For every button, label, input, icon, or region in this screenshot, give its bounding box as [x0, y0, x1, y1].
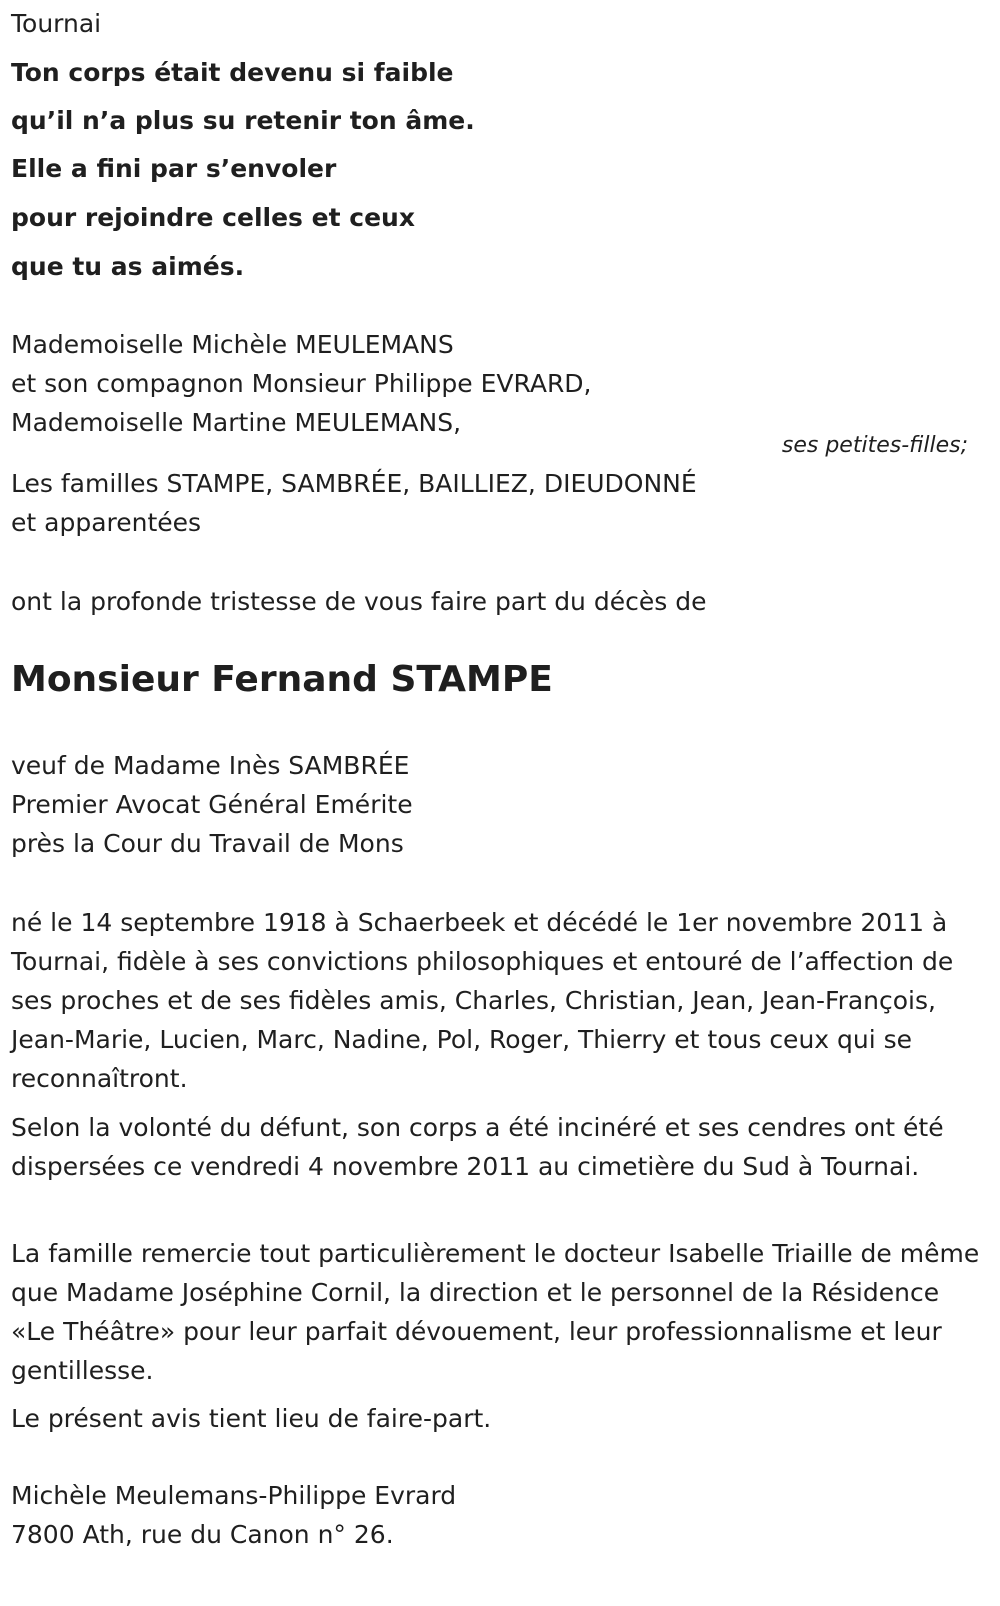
biography-paragraph: né le 14 septembre 1918 à Schaerbeek et décédé le 1er novembre 2011 à Tournai, fidèle à ses convictions philosophiques et entouré de l’affection de ses proches et de ses fidèles amis, Charles, Christian, Jean, Jean-François, Jean-Marie, Lucien, Marc, Nadine, Pol, Roger, Thierry et tous ceux qui se reconnaîtront.: [11, 908, 954, 1093]
families-line: Les familles STAMPE, SAMBRÉE, BAILLIEZ, DIEUDONNÉ: [11, 469, 697, 498]
granddaughter-line: et son compagnon Monsieur Philippe EVRARD,: [11, 369, 592, 398]
deceased-name: Monsieur Fernand STAMPE: [11, 659, 553, 700]
announcement: ont la profonde tristesse de vous faire part du décès de: [11, 587, 707, 616]
poem-line: Elle a fini par s’envoler: [11, 154, 337, 183]
deceased-detail: veuf de Madame Inès SAMBRÉE: [11, 751, 410, 780]
notice-paragraph: Le présent avis tient lieu de faire-part.: [11, 1404, 492, 1433]
granddaughters-role: ses petites-filles;: [781, 433, 968, 458]
cremation-paragraph: Selon la volonté du défunt, son corps a été incinéré et ses cendres ont été dispersées ce vendredi 4 novembre 2011 au cimetière du Sud à Tournai.: [11, 1113, 944, 1181]
contact-address: 7800 Ath, rue du Canon n° 26.: [11, 1520, 394, 1549]
deceased-detail: Premier Avocat Général Emérite: [11, 790, 413, 819]
poem-line: que tu as aimés.: [11, 252, 245, 281]
poem-line: Ton corps était devenu si faible: [11, 58, 454, 87]
families-line: et apparentées: [11, 508, 202, 537]
thanks-paragraph: La famille remercie tout particulièrement le docteur Isabelle Triaille de même que Madame Joséphine Cornil, la direction et le personnel de la Résidence «Le Théâtre» pour leur parfait dévouement, leur professionnalisme et leur gentillesse.: [11, 1239, 980, 1385]
deceased-detail: près la Cour du Travail de Mons: [11, 829, 404, 858]
place-heading: Tournai: [11, 9, 102, 38]
poem-line: qu’il n’a plus su retenir ton âme.: [11, 106, 475, 135]
granddaughter-line: Mademoiselle Martine MEULEMANS,: [11, 408, 462, 437]
granddaughter-line: Mademoiselle Michèle MEULEMANS: [11, 330, 454, 359]
poem-line: pour rejoindre celles et ceux: [11, 203, 415, 232]
contact-name: Michèle Meulemans-Philippe Evrard: [11, 1481, 457, 1510]
